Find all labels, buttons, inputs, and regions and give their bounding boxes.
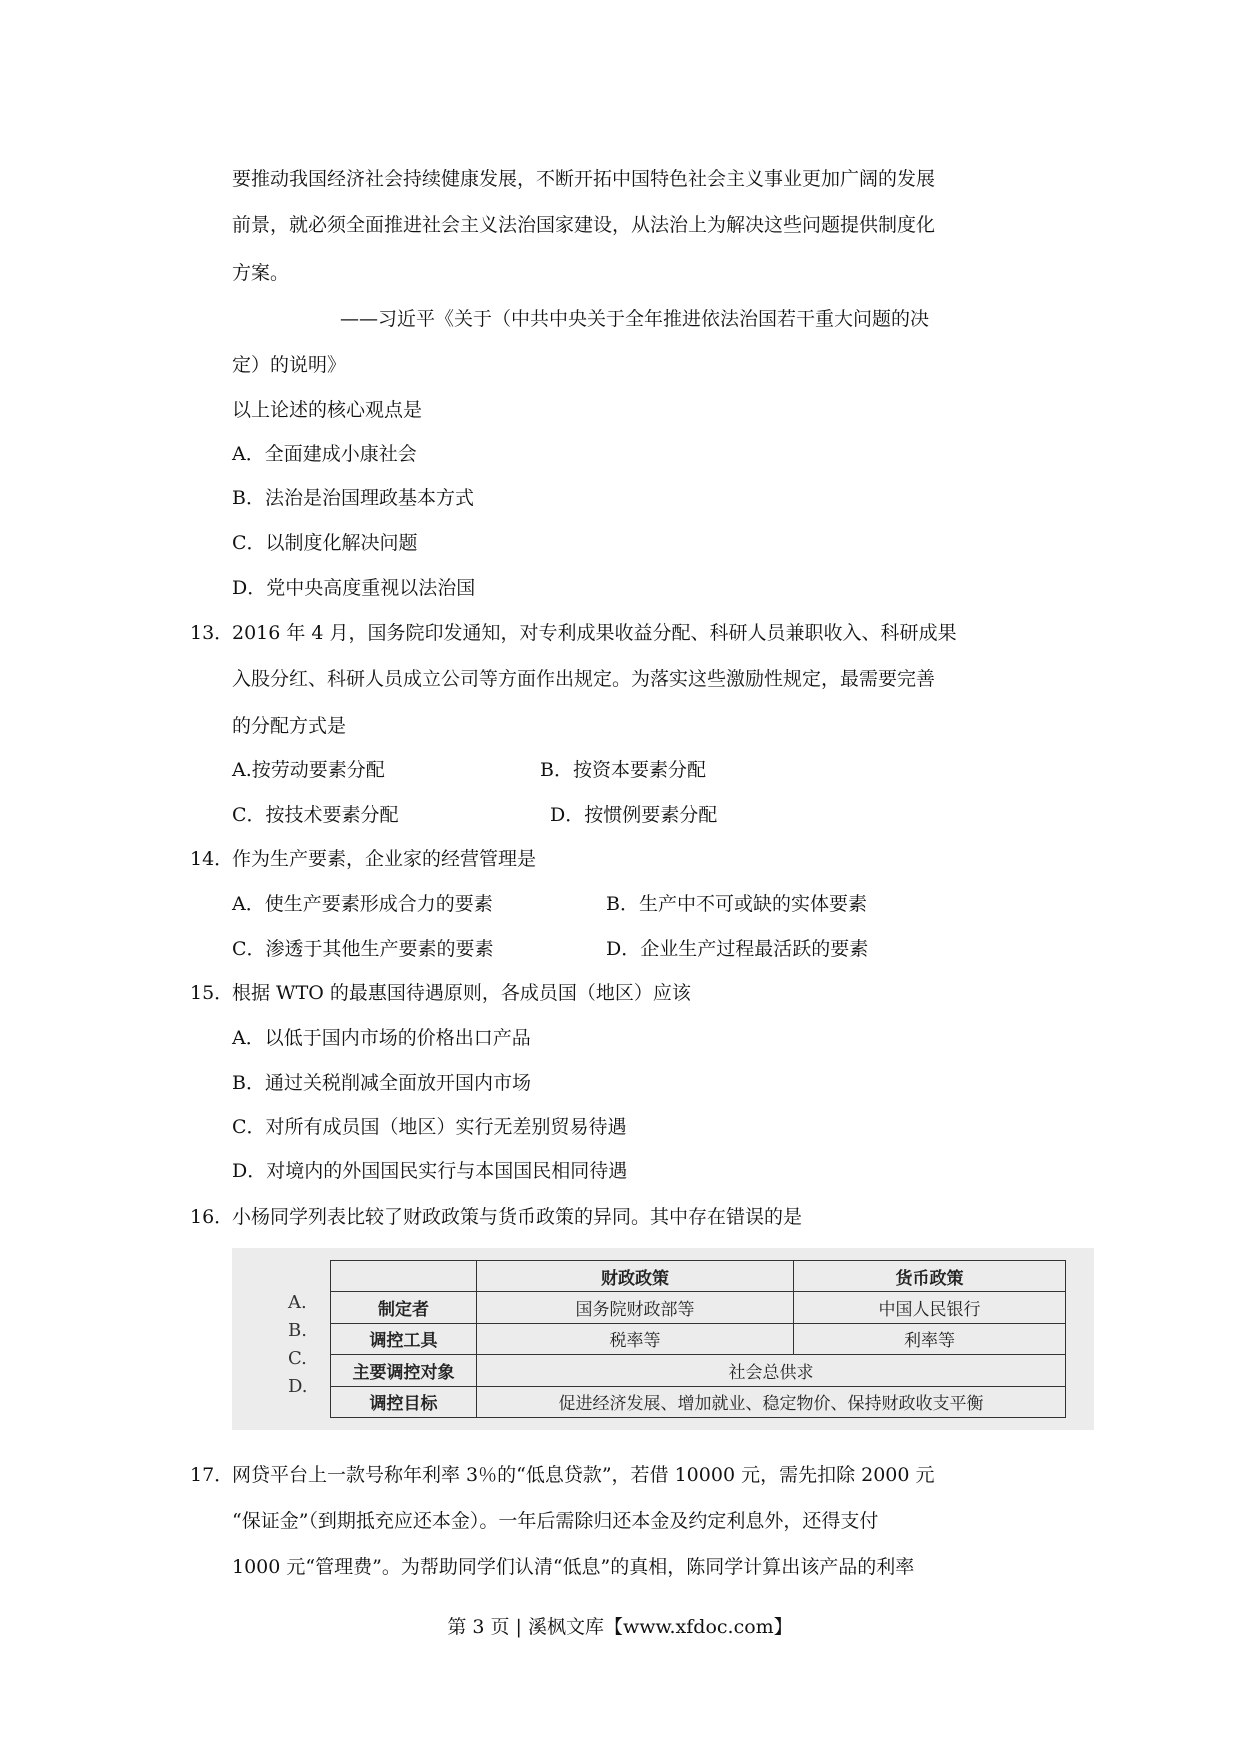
question-text: 网贷平台上一款号称年利率 3％的“低息贷款”，若借 10000 元，需先扣除 2000 元 [232,1464,935,1486]
table-row [331,1292,1066,1323]
option-d: D．党中央高度重视以法治国 [232,577,476,599]
page-footer: 第 3 页 | 溪枫文库【www.xfdoc.com】 [447,1616,793,1638]
option-b: B．按资本要素分配 [540,759,706,781]
question-text: 作为生产要素，企业家的经营管理是 [232,848,537,870]
question-text: 根据 WTO 的最惠国待遇原则，各成员国（地区）应该 [232,982,691,1004]
policy-comparison-table [330,1260,1066,1418]
option-c: C．对所有成员国（地区）实行无差别贸易待遇 [232,1116,627,1138]
question-stem: 以上论述的核心观点是 [232,399,423,421]
table-row-label: 调控工具 [331,1323,477,1354]
question-text: “保证金”（到期抵充应还本金）。一年后需除归还本金及约定利息外，还得支付 [232,1510,879,1532]
table-row [331,1386,1066,1417]
question-text: 的分配方式是 [232,715,347,737]
table-row [331,1323,1066,1354]
passage-line: 要推动我国经济社会持续健康发展，不断开拓中国特色社会主义事业更加广阔的发展 [232,168,936,190]
table-header-cell: 财政政策 [477,1261,794,1292]
table-header-row [331,1261,1066,1292]
question-number: 13． [190,622,234,644]
option-b: B．法治是治国理政基本方式 [232,487,474,509]
option-c: C．渗透于其他生产要素的要素 [232,938,494,960]
option-d: D．对境内的外国国民实行与本国国民相同待遇 [232,1160,628,1182]
passage-line: 前景，就必须全面推进社会主义法治国家建设，从法治上为解决这些问题提供制度化 [232,214,936,236]
question-number: 14． [190,848,234,870]
table-row-letter: A. [288,1292,307,1313]
table-cell: 社会总供求 [477,1355,1066,1386]
option-a: A．使生产要素形成合力的要素 [232,893,493,915]
table-cell: 中国人民银行 [793,1292,1065,1323]
question-number: 16． [190,1206,234,1228]
table-cell: 利率等 [793,1323,1065,1354]
table-row-label: 制定者 [331,1292,477,1323]
passage-source: ——习近平《关于（中共中央关于全年推进依法治国若干重大问题的决 [340,308,930,330]
question-text: 小杨同学列表比较了财政政策与货币政策的异同。其中存在错误的是 [232,1206,803,1228]
table-corner-cell [331,1261,477,1292]
option-d: D．按惯例要素分配 [550,804,718,826]
table-header-cell: 货币政策 [793,1261,1065,1292]
table-cell: 税率等 [477,1323,794,1354]
question-number: 15． [190,982,234,1004]
option-b: B．生产中不可或缺的实体要素 [606,893,867,915]
table-row-label: 主要调控对象 [331,1355,477,1386]
question-text: 1000 元“管理费”。为帮助同学们认清“低息”的真相，陈同学计算出该产品的利率 [232,1556,915,1578]
table-cell: 国务院财政部等 [477,1292,794,1323]
table-cell: 促进经济发展、增加就业、稳定物价、保持财政收支平衡 [477,1386,1066,1417]
option-d: D．企业生产过程最活跃的要素 [606,938,869,960]
question-text: 2016 年 4 月，国务院印发通知，对专利成果收益分配、科研人员兼职收入、科研成果 [232,622,957,644]
question-number: 17． [190,1464,234,1486]
option-c: C．按技术要素分配 [232,804,399,826]
table-row-letter: C. [288,1348,307,1369]
option-b: B．通过关税削减全面放开国内市场 [232,1072,531,1094]
option-a: A．全面建成小康社会 [232,443,417,465]
option-a: A．以低于国内市场的价格出口产品 [232,1027,531,1049]
table-row-letter: B. [288,1320,307,1341]
option-c: C．以制度化解决问题 [232,532,418,554]
passage-line: 方案。 [232,262,290,284]
passage-source: 定）的说明》 [232,354,347,376]
table-row [331,1355,1066,1386]
question-text: 入股分红、科研人员成立公司等方面作出规定。为落实这些激励性规定，最需要完善 [232,668,936,690]
table-row-label: 调控目标 [331,1386,477,1417]
option-a: A.按劳动要素分配 [232,759,385,781]
table-row-letter: D. [288,1376,308,1397]
